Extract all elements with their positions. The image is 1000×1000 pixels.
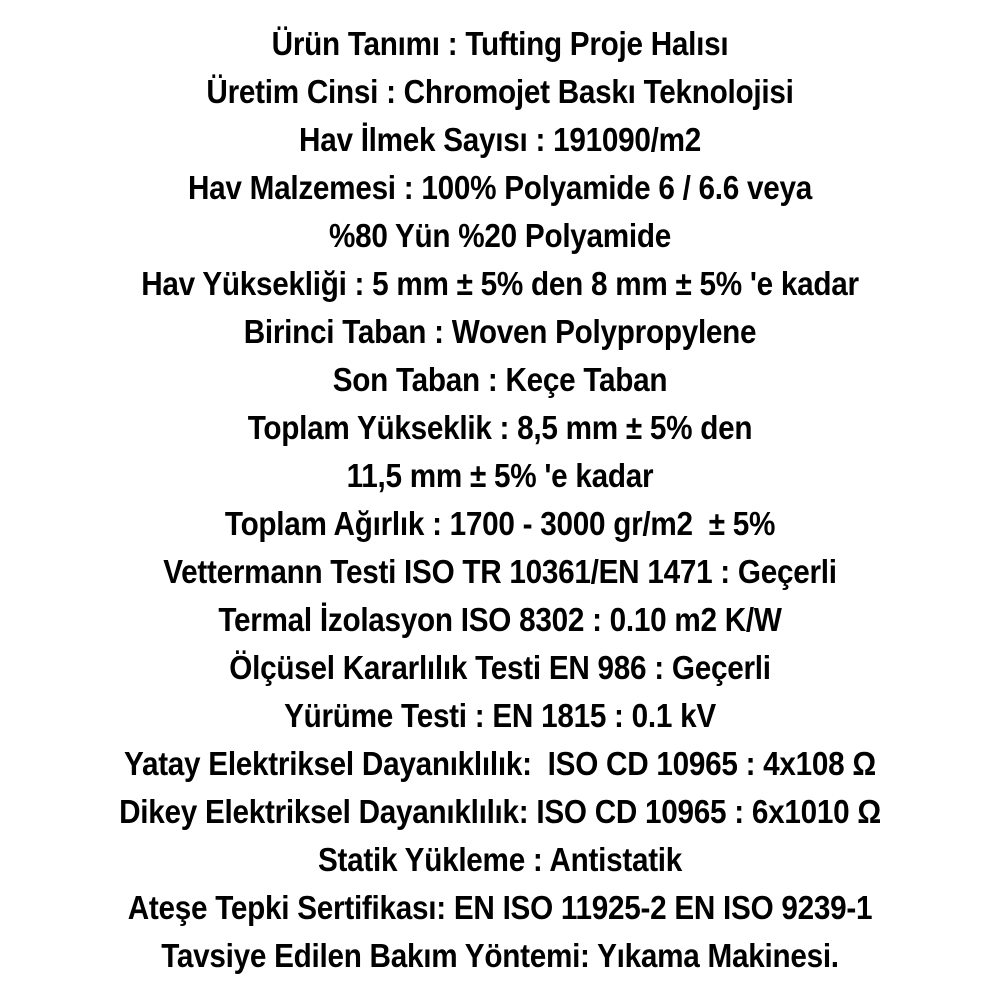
spec-line-product-name: Ürün Tanımı : Tufting Proje Halısı	[271, 25, 729, 62]
spec-line-pile-material: Hav Malzemesi : 100% Polyamide 6 / 6.6 veya	[187, 169, 813, 206]
spec-line-vettermann-test: Vettermann Testi ISO TR 10361/EN 1471 : Geçerli	[163, 553, 837, 590]
spec-line-dimensional-stability: Ölçüsel Kararlılık Testi EN 986 : Geçerli	[229, 649, 771, 686]
spec-line-primary-backing: Birinci Taban : Woven Polypropylene	[243, 313, 757, 350]
spec-line-thermal-insulation: Termal İzolasyon ISO 8302 : 0.10 m2 K/W	[218, 601, 782, 638]
spec-line-horizontal-electrical-resistance: Yatay Elektriksel Dayanıklılık: ISO CD 10965 : 4x108 Ω	[124, 745, 876, 782]
spec-line-pile-material-cont: %80 Yün %20 Polyamide	[328, 217, 672, 254]
spec-line-fire-reaction-certificate: Ateşe Tepki Sertifikası: EN ISO 11925-2 EN ISO 9239-1	[127, 889, 873, 926]
spec-line-pile-stitch-count: Hav İlmek Sayısı : 191090/m2	[299, 121, 701, 158]
spec-line-total-weight: Toplam Ağırlık : 1700 - 3000 gr/m2 ± 5%	[224, 505, 776, 542]
spec-line-recommended-maintenance: Tavsiye Edilen Bakım Yöntemi: Yıkama Makinesi.	[161, 937, 839, 974]
spec-line-final-backing: Son Taban : Keçe Taban	[332, 361, 668, 398]
spec-line-vertical-electrical-resistance: Dikey Elektriksel Dayanıklılık: ISO CD 10965 : 6x1010 Ω	[119, 793, 881, 830]
spec-line-static-loading: Statik Yükleme : Antistatik	[317, 841, 683, 878]
spec-line-production-type: Üretim Cinsi : Chromojet Baskı Teknolojisi	[206, 73, 794, 110]
spec-line-walking-test: Yürüme Testi : EN 1815 : 0.1 kV	[284, 697, 716, 734]
spec-line-total-height-cont: 11,5 mm ± 5% 'e kadar	[346, 457, 654, 494]
spec-line-total-height: Toplam Yükseklik : 8,5 mm ± 5% den	[247, 409, 753, 446]
spec-line-pile-height: Hav Yüksekliği : 5 mm ± 5% den 8 mm ± 5% 'e kadar	[141, 265, 859, 302]
